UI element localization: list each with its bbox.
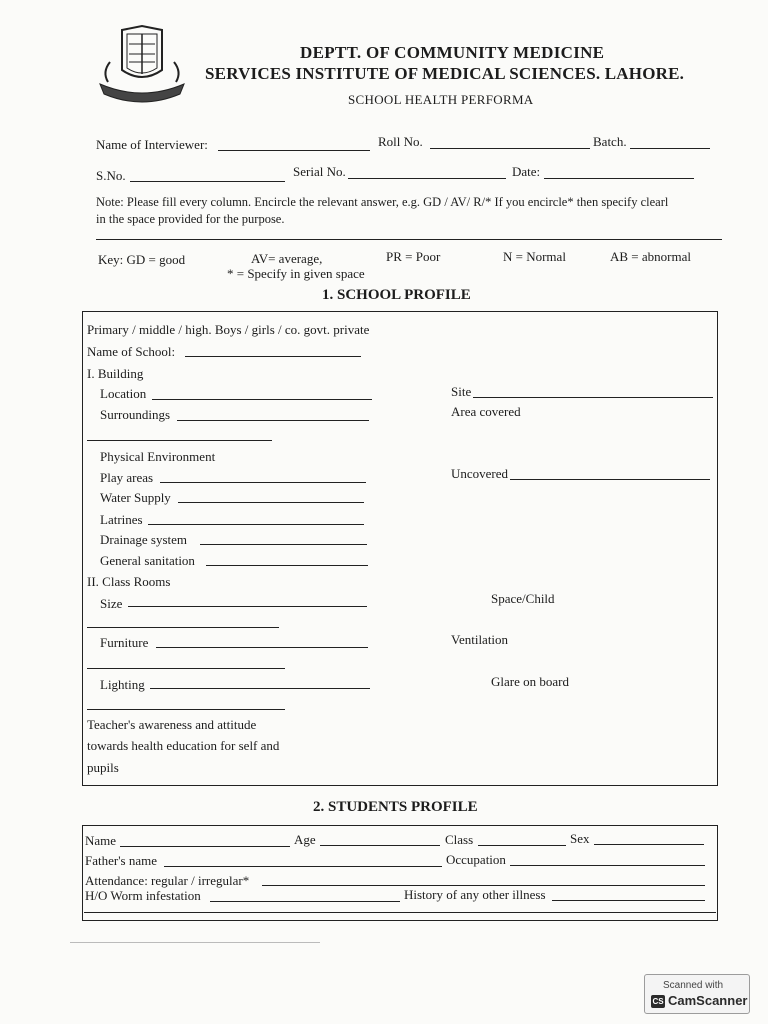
surroundings-field-continued[interactable] [87, 440, 272, 441]
faint-bottom-line [70, 942, 320, 943]
school-name-field[interactable] [185, 356, 361, 357]
occupation-field[interactable] [510, 865, 705, 866]
drainage-label: Drainage system [100, 532, 188, 547]
batch-label: Batch. [593, 134, 627, 149]
play-areas-field[interactable] [160, 482, 366, 483]
camscanner-name: CamScanner [668, 993, 748, 1008]
teacher-awareness-line-2: towards health education for self and [87, 738, 280, 753]
drainage-field[interactable] [200, 544, 367, 545]
school-profile-title: 1. SCHOOL PROFILE [322, 287, 471, 303]
teacher-awareness-line-3: pupils [87, 760, 119, 775]
site-label: Site [451, 384, 472, 399]
class-label: Class [445, 832, 474, 847]
lighting-field-continued[interactable] [87, 709, 285, 710]
camscanner-watermark [644, 974, 750, 1014]
size-field-continued[interactable] [87, 627, 279, 628]
class-rooms-heading: II. Class Rooms [87, 574, 171, 589]
student-name-label: Name [85, 833, 117, 848]
interviewer-label: Name of Interviewer: [96, 137, 208, 152]
furniture-label: Furniture [100, 635, 149, 650]
scanned-with-text: Scanned with [663, 980, 724, 991]
site-field[interactable] [473, 397, 713, 398]
furniture-field[interactable] [156, 647, 368, 648]
date-label: Date: [512, 164, 541, 179]
building-heading: I. Building [87, 366, 144, 381]
surroundings-field[interactable] [177, 420, 369, 421]
key-normal: N = Normal [503, 249, 566, 264]
age-field[interactable] [320, 845, 440, 846]
occupation-label: Occupation [446, 852, 506, 867]
latrines-label: Latrines [100, 512, 143, 527]
note-line-2: in the space provided for the purpose. [96, 212, 285, 226]
physical-environment-heading: Physical Environment [100, 449, 216, 464]
lighting-field[interactable] [150, 688, 370, 689]
department-heading: DEPTT. OF COMMUNITY MEDICINE [300, 43, 605, 62]
s-no-field[interactable] [130, 181, 285, 182]
batch-field[interactable] [630, 148, 710, 149]
class-field[interactable] [478, 845, 566, 846]
sanitation-field[interactable] [206, 565, 368, 566]
father-name-field[interactable] [164, 866, 442, 867]
illness-history-field[interactable] [552, 900, 705, 901]
key-poor: PR = Poor [386, 249, 441, 264]
glare-label: Glare on board [491, 674, 569, 689]
serial-no-field[interactable] [348, 178, 506, 179]
form-title: SCHOOL HEALTH PERFORMA [348, 92, 534, 107]
school-type-options[interactable]: Primary / middle / high. Boys / girls / co. govt. private [87, 322, 370, 337]
ventilation-label: Ventilation [451, 632, 509, 647]
date-field[interactable] [544, 178, 694, 179]
school-name-label: Name of School: [87, 344, 176, 359]
camscanner-logo-icon: CS [652, 997, 664, 1006]
roll-no-field[interactable] [430, 148, 590, 149]
students-profile-title: 2. STUDENTS PROFILE [313, 799, 478, 815]
water-supply-field[interactable] [178, 502, 364, 503]
serial-no-label: Serial No. [293, 164, 346, 179]
surroundings-label: Surroundings [100, 407, 171, 422]
area-covered-label: Area covered [451, 404, 521, 419]
age-label: Age [294, 832, 316, 847]
student-name-field[interactable] [120, 846, 290, 847]
father-name-label: Father's name [85, 853, 158, 868]
worm-infestation-field[interactable] [210, 901, 400, 902]
note-line-1: Note: Please fill every column. Encircle the relevant answer, e.g. GD / AV/ R/* If you encircle* then specify clearl [96, 195, 669, 209]
sanitation-label: General sanitation [100, 553, 195, 568]
lighting-label: Lighting [100, 677, 145, 692]
illness-history-label: History of any other illness [404, 887, 546, 902]
furniture-field-continued[interactable] [87, 668, 285, 669]
roll-no-label: Roll No. [378, 134, 423, 149]
sex-label: Sex [570, 831, 590, 846]
institute-crest-logo [92, 22, 192, 106]
attendance-label[interactable]: Attendance: regular / irregular* [85, 873, 250, 888]
institute-heading: SERVICES INSTITUTE OF MEDICAL SCIENCES. LAHORE. [205, 64, 685, 83]
play-areas-label: Play areas [100, 470, 154, 485]
key-abnormal: AB = abnormal [610, 249, 691, 264]
location-label: Location [100, 386, 147, 401]
key-good: Key: GD = good [98, 252, 186, 267]
water-supply-label: Water Supply [100, 490, 171, 505]
worm-infestation-label: H/O Worm infestation [85, 888, 201, 903]
uncovered-label: Uncovered [451, 466, 509, 481]
uncovered-field[interactable] [510, 479, 710, 480]
latrines-field[interactable] [148, 524, 364, 525]
school-profile-box [82, 311, 718, 786]
size-label: Size [100, 596, 123, 611]
teacher-awareness-line-1: Teacher's awareness and attitude [87, 717, 257, 732]
s-no-label: S.No. [96, 168, 126, 183]
size-field[interactable] [128, 606, 367, 607]
space-child-label: Space/Child [491, 591, 555, 606]
students-box-inner-line [84, 912, 716, 913]
note-divider [96, 239, 722, 240]
interviewer-field[interactable] [218, 150, 370, 151]
sex-field[interactable] [594, 844, 704, 845]
location-field[interactable] [152, 399, 372, 400]
attendance-field[interactable] [262, 885, 705, 886]
key-specify: * = Specify in given space [227, 266, 365, 281]
key-average: AV= average, [251, 251, 323, 266]
